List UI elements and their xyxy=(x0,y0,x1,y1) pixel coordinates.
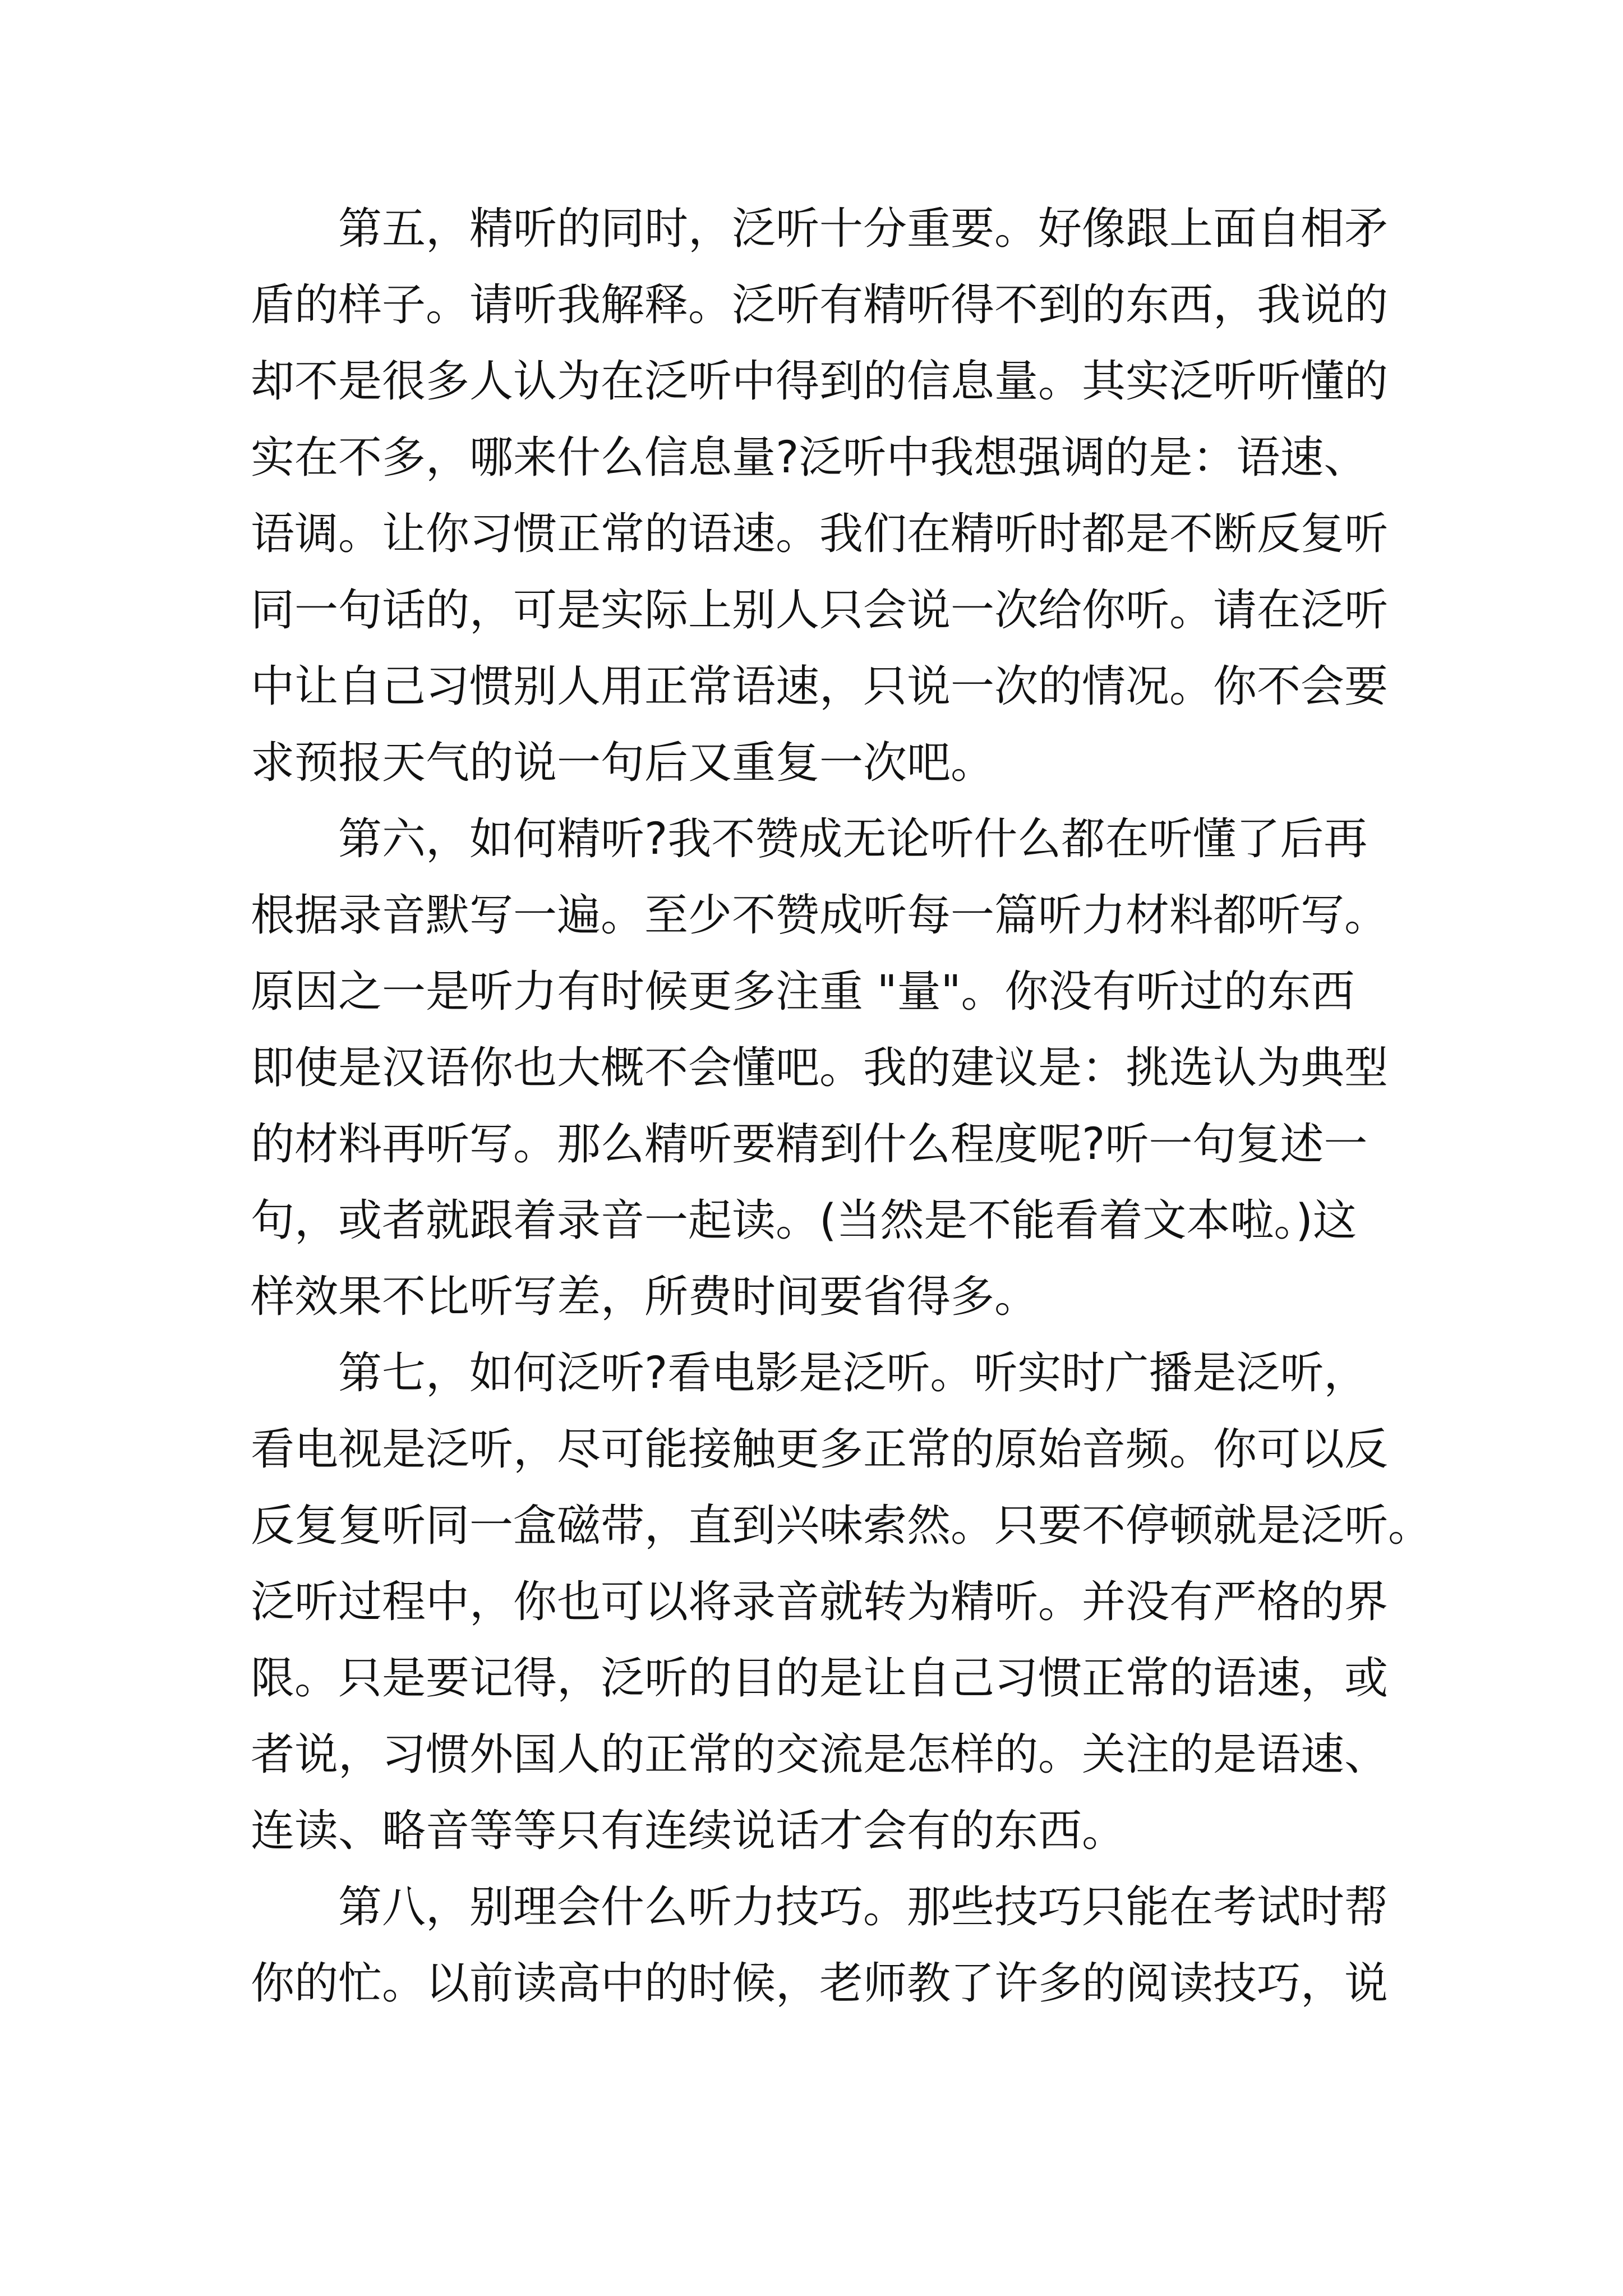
text-line: 泛听过程中，你也可以将录音就转为精听。并没有严格的界 xyxy=(251,1577,1389,1627)
text-line: 第七，如何泛听?看电影是泛听。听实时广播是泛听， xyxy=(338,1348,1368,1398)
text-line: 第六，如何精听?我不赞成无论听什么都在听懂了后再 xyxy=(338,814,1368,864)
text-line: 即使是汉语你也大概不会懂吧。我的建议是：挑选认为典型 xyxy=(251,1043,1389,1093)
text-line: 你的忙。以前读高中的时候，老师教了许多的阅读技巧，说 xyxy=(251,1958,1389,2009)
text-line: 反复复听同一盒磁带，直到兴味索然。只要不停顿就是泛听。 xyxy=(251,1501,1432,1551)
text-line: 原因之一是听力有时候更多注重 "量"。你没有听过的东西 xyxy=(251,967,1355,1017)
text-line: 中让自己习惯别人用正常语速，只说一次的情况。你不会要 xyxy=(251,661,1389,712)
text-line: 根据录音默写一遍。至少不赞成听每一篇听力材料都听写。 xyxy=(251,890,1389,941)
text-line: 看电视是泛听，尽可能接触更多正常的原始音频。你可以反 xyxy=(251,1424,1389,1475)
document-body xyxy=(251,191,1432,2022)
text-line: 者说，习惯外国人的正常的交流是怎样的。关注的是语速、 xyxy=(251,1729,1389,1780)
text-line: 样效果不比听写差，所费时间要省得多。 xyxy=(251,1272,1039,1322)
text-line: 盾的样子。请听我解释。泛听有精听得不到的东西，我说的 xyxy=(251,280,1389,330)
text-line: 同一句话的，可是实际上别人只会说一次给你听。请在泛听 xyxy=(251,585,1389,636)
text-line: 却不是很多人认为在泛听中得到的信息量。其实泛听听懂的 xyxy=(251,356,1389,407)
text-line: 连读、略音等等只有连续说话才会有的东西。 xyxy=(251,1806,1126,1856)
text-line: 第八，别理会什么听力技巧。那些技巧只能在考试时帮 xyxy=(338,1882,1389,1932)
text-line: 第五，精听的同时，泛听十分重要。好像跟上面自相矛 xyxy=(338,204,1389,254)
text-line: 实在不多，哪来什么信息量?泛听中我想强调的是：语速、 xyxy=(251,432,1368,483)
text-line: 句，或者就跟着录音一起读。(当然是不能看着文本啦。)这 xyxy=(251,1195,1357,1246)
text-line: 求预报天气的说一句后又重复一次吧。 xyxy=(251,738,995,788)
text-line: 限。只是要记得，泛听的目的是让自己习惯正常的语速，或 xyxy=(251,1653,1389,1704)
text-line: 的材料再听写。那么精听要精到什么程度呢?听一句复述一 xyxy=(251,1119,1368,1170)
text-line: 语调。让你习惯正常的语速。我们在精听时都是不断反复听 xyxy=(251,509,1389,559)
